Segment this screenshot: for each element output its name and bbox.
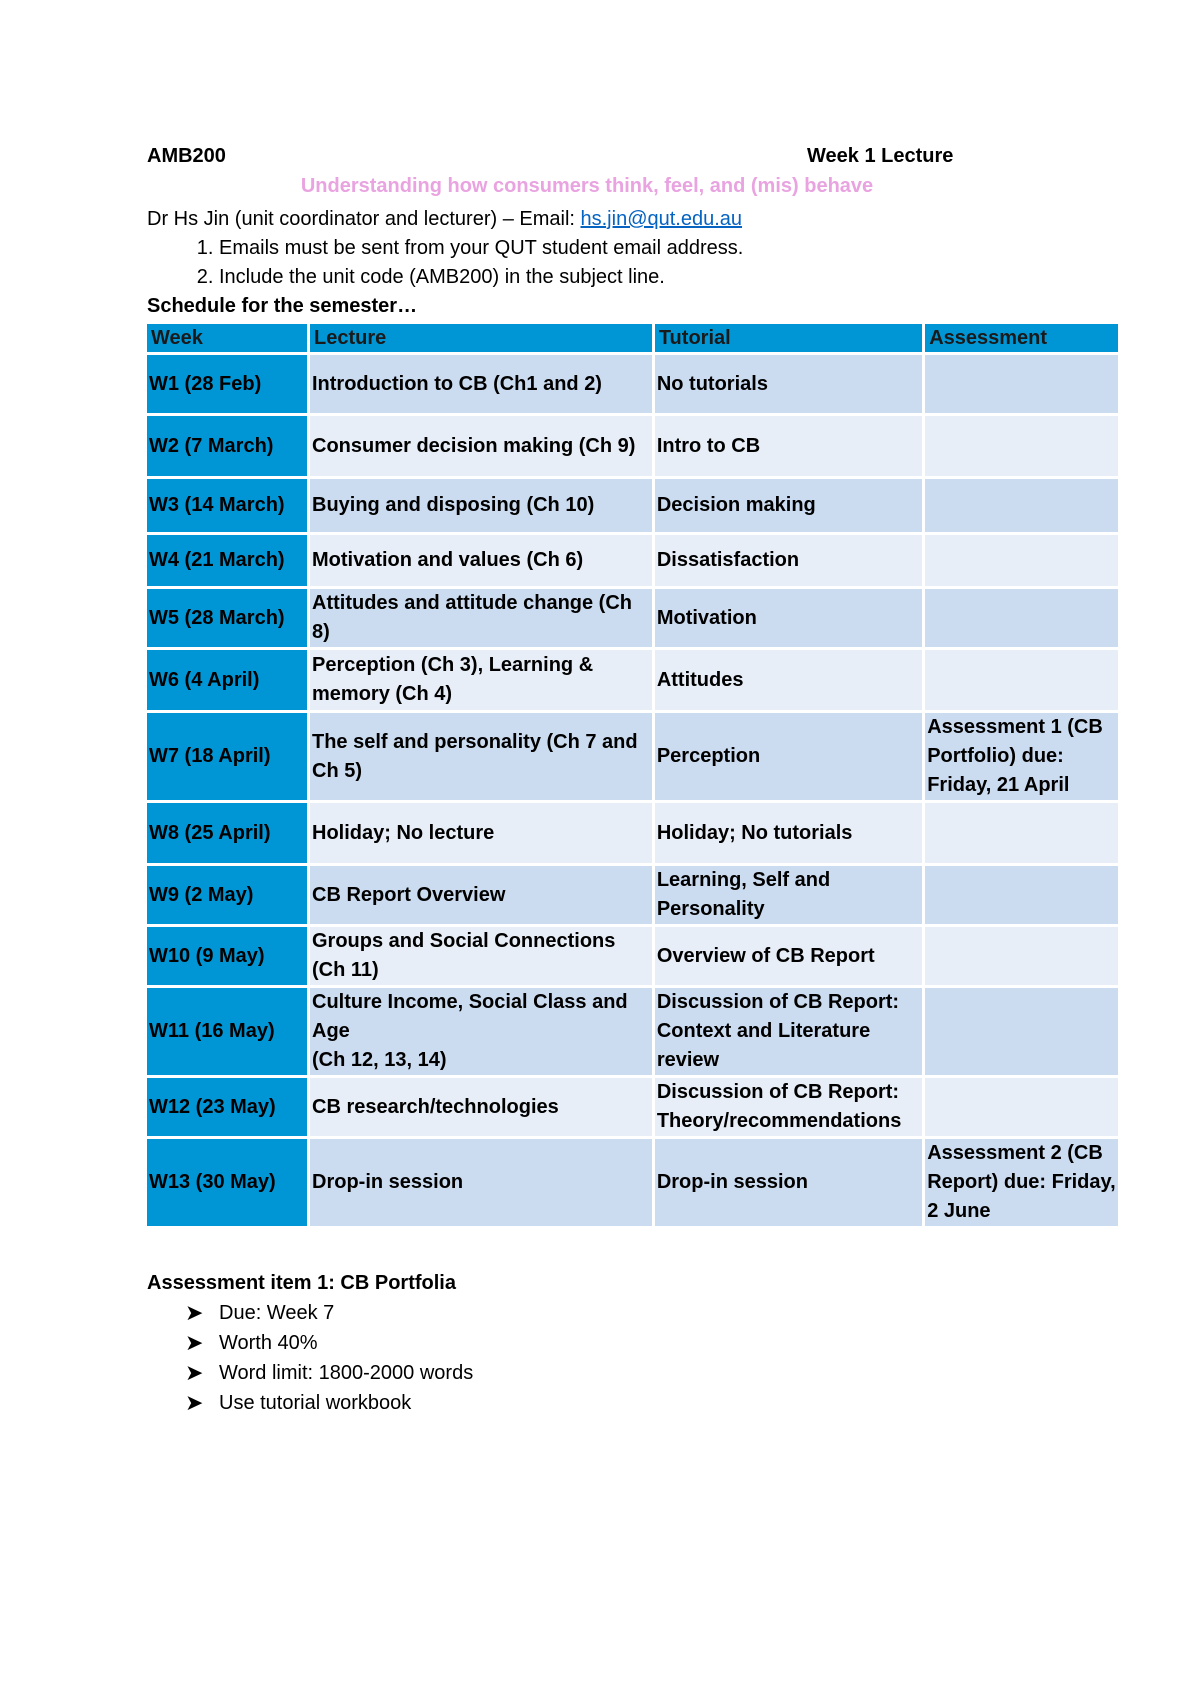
table-row xyxy=(147,479,1118,532)
assessment-item-title: Assessment item 1: CB Portfolia xyxy=(147,1272,456,1294)
tutorial-cell: No tutorials xyxy=(655,355,922,413)
arrowhead-bullet-icon: ➤ xyxy=(185,1360,204,1385)
list-item xyxy=(185,1298,1127,1328)
lecture-cell: Groups and Social Connections (Ch 11) xyxy=(310,927,652,985)
assessment-cell xyxy=(925,479,1118,532)
week-cell: W4 (21 March) xyxy=(147,535,307,586)
contact-prefix: Dr Hs Jin (unit coordinator and lecturer) – Email: xyxy=(147,208,581,230)
tutorial-cell: Perception xyxy=(655,713,922,800)
email-link[interactable]: hs.jin@qut.edu.au xyxy=(580,208,743,230)
assessment-cell xyxy=(925,355,1118,413)
assessment-cell: Assessment 2 (CB Report) due: Friday, 2 June xyxy=(925,1139,1118,1226)
lecture-cell: Buying and disposing (Ch 10) xyxy=(310,479,652,532)
table-row xyxy=(147,416,1118,476)
bullet-text: Due: Week 7 xyxy=(219,1302,335,1324)
table-row xyxy=(147,1139,1118,1226)
week-cell: W12 (23 May) xyxy=(147,1078,307,1136)
assessment-cell xyxy=(925,650,1118,710)
tutorial-cell: Attitudes xyxy=(655,650,922,710)
lecture-cell: Motivation and values (Ch 6) xyxy=(310,535,652,586)
table-row xyxy=(147,927,1118,985)
week-cell: W1 (28 Feb) xyxy=(147,355,307,413)
header-assessment: Assessment xyxy=(925,324,1118,352)
tutorial-cell: Motivation xyxy=(655,589,922,647)
week-cell: W8 (25 April) xyxy=(147,803,307,863)
schedule-heading: Schedule for the semester… xyxy=(147,295,418,317)
week-label: Week 1 Lecture xyxy=(807,145,954,167)
table-row xyxy=(147,866,1118,924)
lecture-cell: Drop-in session xyxy=(310,1139,652,1226)
rule-item: 2. Include the unit code (AMB200) in the subject line. xyxy=(219,263,1127,292)
tutorial-cell: Decision making xyxy=(655,479,922,532)
table-row xyxy=(147,988,1118,1075)
header-week: Week xyxy=(147,324,307,352)
tutorial-cell: Overview of CB Report xyxy=(655,927,922,985)
week-cell: W13 (30 May) xyxy=(147,1139,307,1226)
week-cell: W2 (7 March) xyxy=(147,416,307,476)
assessment-cell xyxy=(925,988,1118,1075)
lecture-cell: Culture Income, Social Class and Age (Ch 12, 13, 14) xyxy=(310,988,652,1075)
header xyxy=(147,145,1127,175)
week-cell: W11 (16 May) xyxy=(147,988,307,1075)
document-page xyxy=(147,145,1127,1418)
assessment-cell xyxy=(925,589,1118,647)
arrowhead-bullet-icon: ➤ xyxy=(185,1390,204,1415)
bullet-text: Use tutorial workbook xyxy=(219,1392,412,1414)
arrowhead-bullet-icon: ➤ xyxy=(185,1330,204,1355)
schedule-table xyxy=(144,321,1121,1229)
tutorial-cell: Dissatisfaction xyxy=(655,535,922,586)
assessment-cell xyxy=(925,1078,1118,1136)
lecture-cell: Perception (Ch 3), Learning & memory (Ch 4) xyxy=(310,650,652,710)
lecture-cell: Consumer decision making (Ch 9) xyxy=(310,416,652,476)
email-rules-list xyxy=(147,234,1127,292)
week-cell: W10 (9 May) xyxy=(147,927,307,985)
assessment-bullets xyxy=(147,1298,1127,1418)
table-row xyxy=(147,589,1118,647)
arrowhead-bullet-icon: ➤ xyxy=(185,1300,204,1325)
week-cell: W9 (2 May) xyxy=(147,866,307,924)
week-cell: W6 (4 April) xyxy=(147,650,307,710)
tutorial-cell: Intro to CB xyxy=(655,416,922,476)
bullet-text: Worth 40% xyxy=(219,1332,318,1354)
header-tutorial: Tutorial xyxy=(655,324,922,352)
lecture-cell: The self and personality (Ch 7 and Ch 5) xyxy=(310,713,652,800)
table-row xyxy=(147,650,1118,710)
table-row xyxy=(147,1078,1118,1136)
tutorial-cell: Learning, Self and Personality xyxy=(655,866,922,924)
table-header-row xyxy=(147,324,1118,352)
table-row xyxy=(147,803,1118,863)
tutorial-cell: Discussion of CB Report: Context and Literature review xyxy=(655,988,922,1075)
course-code: AMB200 xyxy=(147,145,226,167)
subtitle: Understanding how consumers think, feel, and (mis) behave xyxy=(300,175,874,197)
list-item xyxy=(185,1328,1127,1358)
assessment-cell xyxy=(925,866,1118,924)
assessment-cell xyxy=(925,416,1118,476)
lecture-cell: CB research/technologies xyxy=(310,1078,652,1136)
tutorial-cell: Discussion of CB Report: Theory/recommendations xyxy=(655,1078,922,1136)
assessment-cell: Assessment 1 (CB Portfolio) due: Friday, 21 April xyxy=(925,713,1118,800)
table-row xyxy=(147,535,1118,586)
contact-line xyxy=(147,205,1127,234)
week-cell: W7 (18 April) xyxy=(147,713,307,800)
table-row xyxy=(147,355,1118,413)
rule-item: 1. Emails must be sent from your QUT student email address. xyxy=(219,234,1127,263)
table-row xyxy=(147,713,1118,800)
tutorial-cell: Holiday; No tutorials xyxy=(655,803,922,863)
week-cell: W3 (14 March) xyxy=(147,479,307,532)
lecture-cell: Attitudes and attitude change (Ch 8) xyxy=(310,589,652,647)
assessment-cell xyxy=(925,535,1118,586)
header-lecture: Lecture xyxy=(310,324,652,352)
tutorial-cell: Drop-in session xyxy=(655,1139,922,1226)
list-item xyxy=(185,1358,1127,1388)
lecture-cell: Introduction to CB (Ch1 and 2) xyxy=(310,355,652,413)
list-item xyxy=(185,1388,1127,1418)
assessment-cell xyxy=(925,927,1118,985)
bullet-text: Word limit: 1800-2000 words xyxy=(219,1362,474,1384)
lecture-cell: Holiday; No lecture xyxy=(310,803,652,863)
week-cell: W5 (28 March) xyxy=(147,589,307,647)
lecture-cell: CB Report Overview xyxy=(310,866,652,924)
assessment-cell xyxy=(925,803,1118,863)
